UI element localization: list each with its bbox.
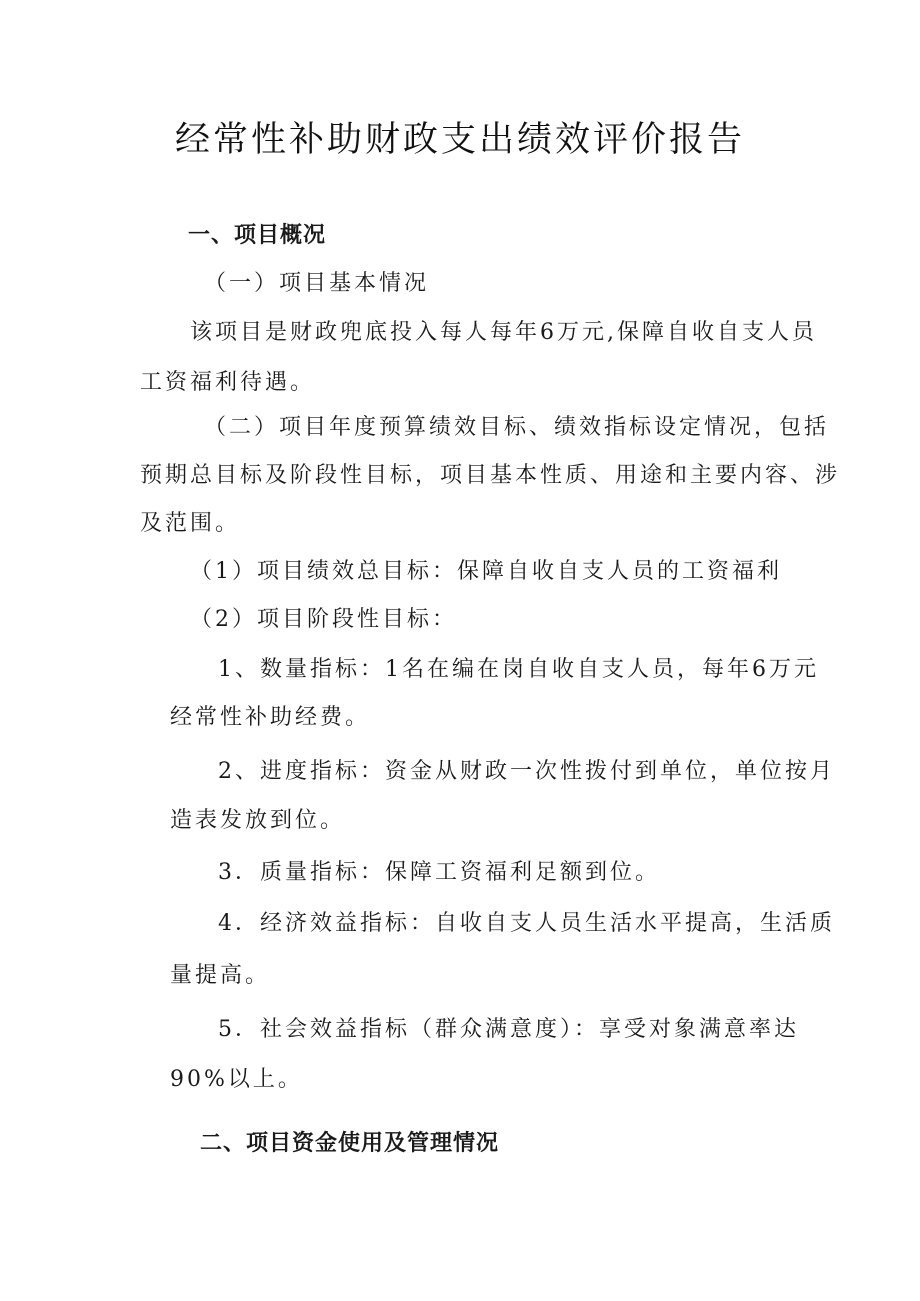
- indicator-progress-line2: 造表发放到位。: [170, 808, 346, 833]
- document-title: 经常性补助财政支出绩效评价报告: [174, 120, 745, 160]
- sub1-text-line2: 工资福利待遇。: [140, 370, 316, 395]
- sub1-heading: （一）项目基本情况: [204, 271, 430, 296]
- indicator-quantity-line2: 经常性补助经费。: [170, 705, 371, 730]
- goal-total: （1）项目绩效总目标：保障自收自支人员的工资福利: [190, 559, 782, 584]
- goal-stage: （2）项目阶段性目标：: [190, 607, 457, 632]
- indicator-social-line1: 5．社会效益指标（群众满意度）：享受对象满意率达: [218, 1017, 799, 1042]
- indicator-economic-line2: 量提高。: [170, 963, 271, 988]
- section1-heading: 一、项目概况: [188, 223, 327, 248]
- sub2-heading-line1: （二）项目年度预算绩效目标、绩效指标设定情况，包括: [204, 415, 830, 440]
- indicator-quality: 3．质量指标：保障工资福利足额到位。: [218, 860, 660, 885]
- sub2-heading-line2: 预期总目标及阶段性目标，项目基本性质、用途和主要内容、涉: [140, 463, 841, 488]
- sub2-heading-line3: 及范围。: [140, 511, 241, 536]
- indicator-quantity-line1: 1、数量指标：1名在编在岗自收自支人员，每年6万元: [218, 657, 819, 682]
- section2-heading: 二、项目资金使用及管理情况: [200, 1131, 500, 1156]
- sub1-text-line1: 该项目是财政兜底投入每人每年6万元,保障自收自支人员: [190, 320, 817, 345]
- indicator-economic-line1: 4．经济效益指标：自收自支人员生活水平提高，生活质: [218, 911, 835, 936]
- indicator-social-line2: 90%以上。: [170, 1067, 303, 1092]
- indicator-progress-line1: 2、进度指标：资金从财政一次性拨付到单位，单位按月: [218, 759, 835, 784]
